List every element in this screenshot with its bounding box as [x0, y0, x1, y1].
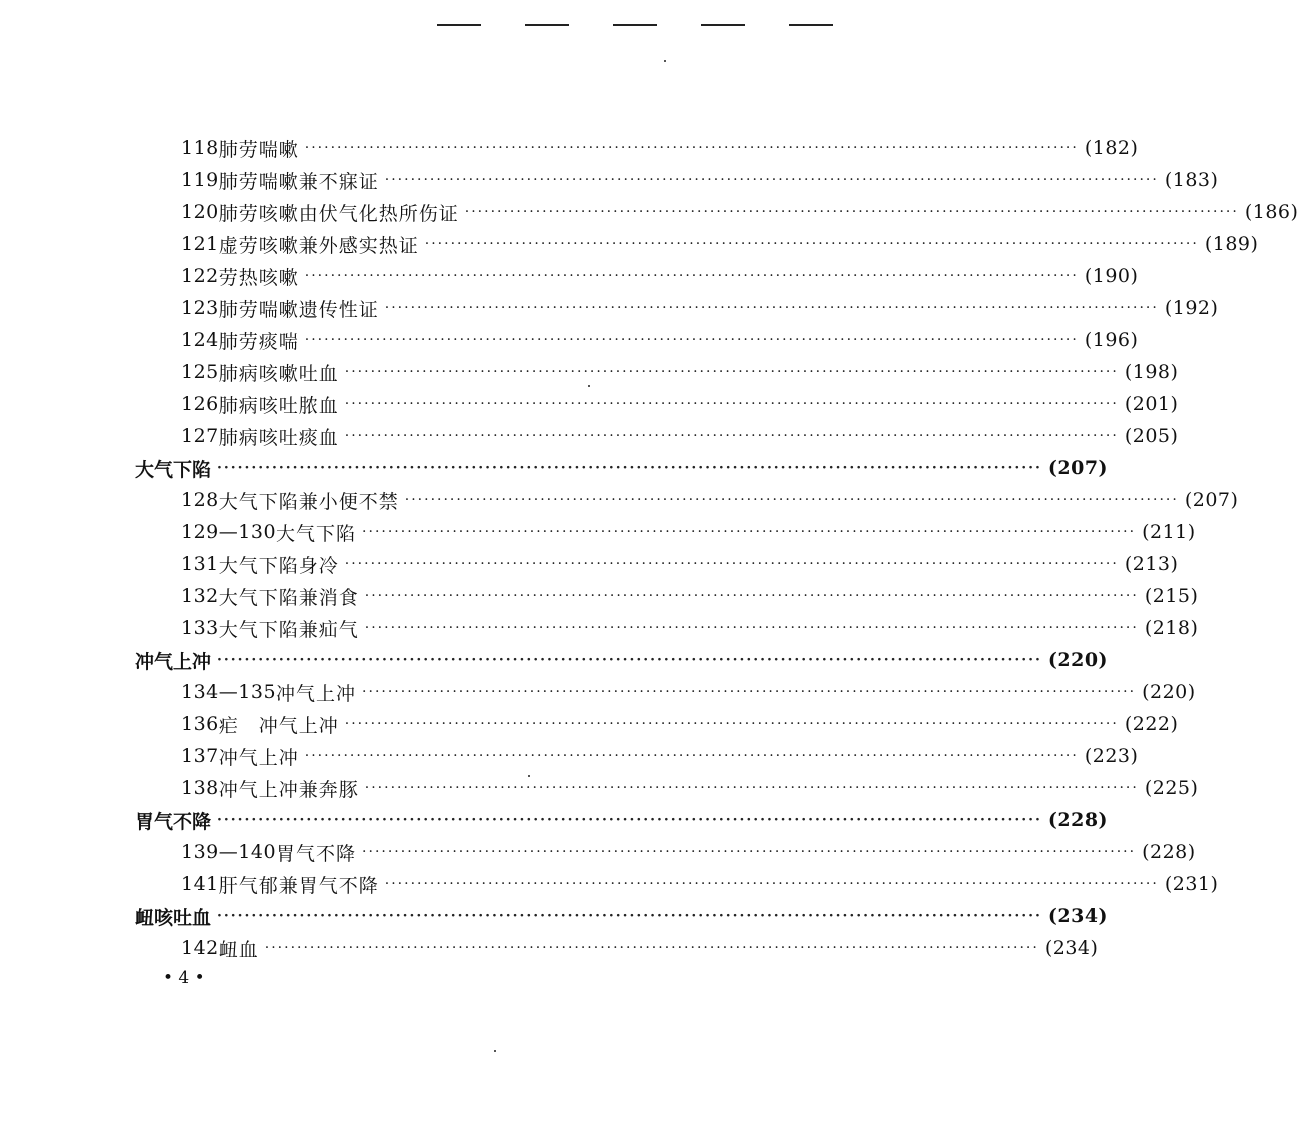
dot-leader: ························································································································ [362, 524, 1137, 540]
entry-title: 肺劳咳嗽由伏气化热所伤证 [218, 202, 459, 225]
entry-title: 虚劳咳嗽兼外感实热证 [218, 234, 419, 257]
entry-number: 126 [181, 393, 219, 415]
entry-title: 劳热咳嗽 [218, 266, 299, 289]
toc-entry[interactable] [181, 164, 1219, 196]
page-ref: (223) [1084, 745, 1139, 767]
toc-entry[interactable] [181, 580, 1199, 612]
dot-leader: ························································································································ [362, 844, 1137, 860]
page-ref: (225) [1144, 777, 1199, 799]
entry-number: 125 [181, 361, 219, 383]
entry-title: 肺劳痰喘 [218, 330, 299, 353]
toc-entry[interactable] [181, 228, 1259, 260]
dot-leader: ························································································································ [344, 716, 1119, 732]
section-title: 大气下陷 [135, 458, 212, 481]
toc-entry[interactable] [181, 548, 1179, 580]
entry-number: 129—130 [181, 521, 277, 543]
toc-section[interactable] [135, 900, 1109, 932]
entry-title: 冲气上冲 [218, 746, 299, 769]
dot-leader: ························································································································ [304, 140, 1079, 156]
entry-number: 139—140 [181, 841, 277, 863]
entry-number: 121 [181, 233, 219, 255]
dot-leader: ························································································································ [304, 332, 1079, 348]
header-rule [437, 24, 481, 26]
entry-title: 大气下陷兼小便不禁 [218, 490, 399, 513]
entry-number: 136 [181, 713, 219, 735]
dot-leader: ························································································································ [304, 748, 1079, 764]
page-number: • 4 • [163, 968, 205, 988]
entry-title: 衄血 [218, 938, 259, 961]
toc-entry[interactable] [181, 324, 1139, 356]
dot-leader: ························································································································ [384, 300, 1159, 316]
entry-title: 大气下陷 [276, 522, 357, 545]
dot-leader: ························································································································ [424, 236, 1199, 252]
page-ref: (213) [1124, 553, 1179, 575]
toc-section[interactable] [135, 804, 1109, 836]
entry-number: 138 [181, 777, 219, 799]
toc-entry[interactable] [181, 612, 1199, 644]
entry-number: 128 [181, 489, 219, 511]
scan-speck [588, 385, 590, 387]
dot-leader: ························································································································ [364, 620, 1139, 636]
page-ref: (196) [1084, 329, 1139, 351]
toc-entry[interactable] [181, 292, 1219, 324]
page-ref: (218) [1144, 617, 1199, 639]
toc-entry[interactable] [181, 836, 1196, 868]
dot-leader: ························································································································ [384, 172, 1159, 188]
page-ref: (207) [1184, 489, 1239, 511]
toc-entry[interactable] [181, 772, 1199, 804]
section-title: 冲气上冲 [135, 650, 212, 673]
dot-leader: ························································································································ [404, 492, 1179, 508]
dot-leader: ························································································································ [384, 876, 1159, 892]
toc-entry[interactable] [181, 932, 1099, 964]
section-title: 胃气不降 [135, 810, 212, 833]
toc-entry[interactable] [181, 740, 1139, 772]
toc-entry[interactable] [181, 676, 1196, 708]
entry-title: 肺劳喘嗽遗传性证 [218, 298, 379, 321]
dot-leader: ························································································································ [217, 812, 1042, 828]
entry-title: 大气下陷兼疝气 [218, 618, 359, 641]
page-ref: (192) [1164, 297, 1219, 319]
entry-title: 冲气上冲兼奔豚 [218, 778, 359, 801]
toc-entry[interactable] [181, 484, 1239, 516]
dot-leader: ························································································································ [217, 652, 1042, 668]
entry-title: 冲气上冲 [276, 682, 357, 705]
dot-leader: ························································································································ [344, 364, 1119, 380]
toc-entry[interactable] [181, 516, 1196, 548]
toc-entry[interactable] [181, 196, 1298, 228]
dot-leader: ························································································································ [364, 588, 1139, 604]
entry-title: 肺劳喘嗽兼不寐证 [218, 170, 379, 193]
page-ref: (198) [1124, 361, 1179, 383]
dot-leader: ························································································································ [464, 204, 1239, 220]
header-rule [789, 24, 833, 26]
entry-title: 肝气郁兼胃气不降 [218, 874, 379, 897]
section-title: 衄咳吐血 [135, 906, 212, 929]
entry-title: 肺劳喘嗽 [218, 138, 299, 161]
toc-entry[interactable] [181, 388, 1179, 420]
entry-title: 大气下陷兼消食 [218, 586, 359, 609]
entry-number: 124 [181, 329, 219, 351]
toc-entry[interactable] [181, 260, 1139, 292]
entry-title: 肺病咳吐痰血 [218, 426, 339, 449]
page-ref: (207) [1047, 457, 1109, 479]
dot-leader: ························································································································ [362, 684, 1137, 700]
dot-leader: ························································································································ [217, 460, 1042, 476]
page-ref: (211) [1142, 521, 1196, 543]
page-ref: (182) [1084, 137, 1139, 159]
page-ref: (183) [1164, 169, 1219, 191]
header-rule [701, 24, 745, 26]
page-ref: (222) [1124, 713, 1179, 735]
entry-number: 120 [181, 201, 219, 223]
toc-section[interactable] [135, 644, 1109, 676]
page-ref: (190) [1084, 265, 1139, 287]
page-ref: (186) [1244, 201, 1298, 223]
header-rules [437, 24, 837, 28]
page-ref: (228) [1047, 809, 1109, 831]
entry-number: 118 [181, 137, 219, 159]
entry-title: 肺病咳吐脓血 [218, 394, 339, 417]
entry-number: 141 [181, 873, 219, 895]
entry-number: 137 [181, 745, 219, 767]
dot-leader: ························································································································ [264, 940, 1039, 956]
page-ref: (234) [1047, 905, 1109, 927]
scan-speck [494, 1050, 496, 1052]
entry-title: 肺病咳嗽吐血 [218, 362, 339, 385]
page-ref: (205) [1124, 425, 1179, 447]
toc-entry[interactable] [181, 868, 1219, 900]
entry-number: 122 [181, 265, 219, 287]
entry-number: 131 [181, 553, 219, 575]
entry-number: 133 [181, 617, 219, 639]
toc-entry[interactable] [181, 420, 1179, 452]
toc-entry[interactable] [181, 132, 1139, 164]
toc-entry[interactable] [181, 356, 1179, 388]
entry-number: 123 [181, 297, 219, 319]
page-ref: (220) [1142, 681, 1196, 703]
page-ref: (201) [1124, 393, 1179, 415]
scan-speck [664, 60, 666, 62]
dot-leader: ························································································································ [344, 396, 1119, 412]
dot-leader: ························································································································ [344, 428, 1119, 444]
page-ref: (234) [1044, 937, 1099, 959]
dot-leader: ························································································································ [344, 556, 1119, 572]
header-rule [613, 24, 657, 26]
header-rule [525, 24, 569, 26]
entry-number: 142 [181, 937, 219, 959]
scan-speck [528, 775, 530, 777]
entry-title: 胃气不降 [276, 842, 357, 865]
toc-entry[interactable] [181, 708, 1179, 740]
page-ref: (220) [1047, 649, 1109, 671]
page-ref: (215) [1144, 585, 1199, 607]
dot-leader: ························································································································ [217, 908, 1042, 924]
entry-number: 132 [181, 585, 219, 607]
entry-number: 127 [181, 425, 219, 447]
page-ref: (189) [1204, 233, 1259, 255]
toc-section[interactable] [135, 452, 1109, 484]
page-ref: (231) [1164, 873, 1219, 895]
dot-leader: ························································································································ [364, 780, 1139, 796]
entry-title: 疟 冲气上冲 [218, 714, 339, 737]
entry-number: 134—135 [181, 681, 277, 703]
dot-leader: ························································································································ [304, 268, 1079, 284]
entry-title: 大气下陷身冷 [218, 554, 339, 577]
entry-number: 119 [181, 169, 219, 191]
page-ref: (228) [1142, 841, 1196, 863]
